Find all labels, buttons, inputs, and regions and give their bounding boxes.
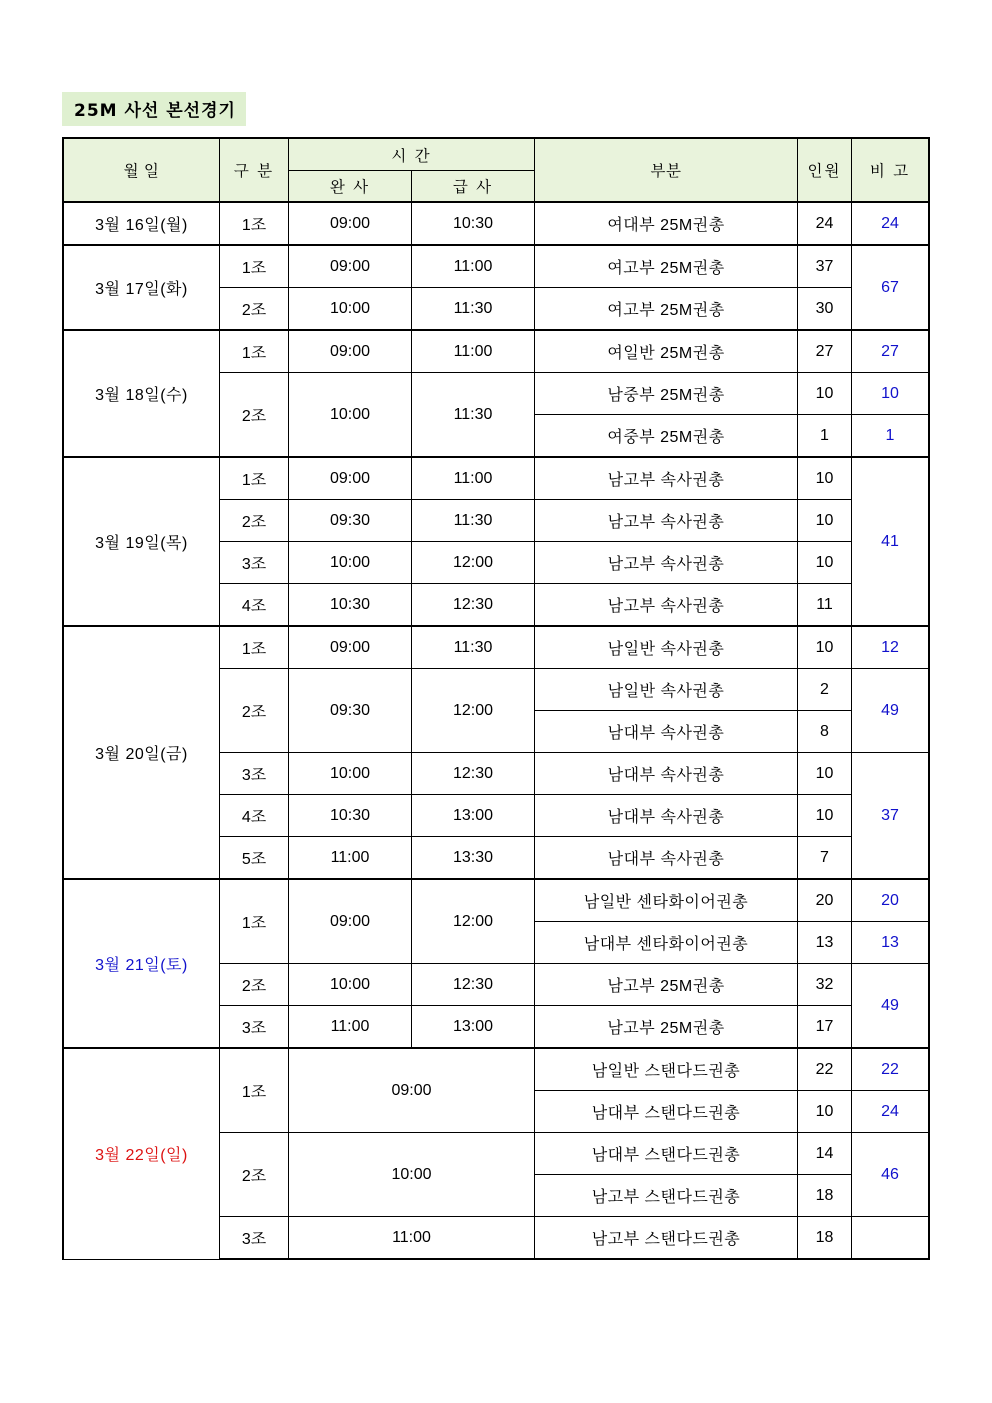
cell-time-slow: 11:00 — [289, 837, 412, 880]
table-row — [63, 626, 929, 669]
cell-part: 남고부 25M권총 — [535, 964, 798, 1006]
cell-note: 13 — [852, 922, 930, 964]
cell-note: 49 — [852, 964, 930, 1049]
cell-note: 67 — [852, 245, 930, 330]
column-header-date: 월 일 — [63, 138, 220, 202]
cell-count: 2 — [798, 669, 852, 711]
cell-part: 남대부 속사권총 — [535, 711, 798, 753]
table-row — [63, 457, 929, 500]
cell-date: 3월 21일(토) — [63, 879, 220, 1048]
cell-time-slow: 10:00 — [289, 373, 412, 458]
cell-time-rapid: 10:30 — [412, 202, 535, 245]
cell-count: 18 — [798, 1217, 852, 1260]
cell-part: 여일반 25M권총 — [535, 330, 798, 373]
cell-count: 10 — [798, 542, 852, 584]
cell-date: 3월 19일(목) — [63, 457, 220, 626]
cell-part: 남대부 속사권총 — [535, 753, 798, 795]
cell-note — [852, 1217, 930, 1260]
cell-time: 09:00 — [289, 1048, 535, 1133]
cell-part: 남고부 속사권총 — [535, 542, 798, 584]
cell-note: 24 — [852, 202, 930, 245]
cell-part: 남대부 스탠다드권총 — [535, 1133, 798, 1175]
cell-count: 10 — [798, 626, 852, 669]
table-row — [63, 245, 929, 288]
cell-group: 2조 — [220, 373, 289, 458]
cell-time-rapid: 12:00 — [412, 669, 535, 753]
cell-time-rapid: 13:00 — [412, 795, 535, 837]
cell-time-rapid: 12:00 — [412, 542, 535, 584]
cell-time-rapid: 11:30 — [412, 288, 535, 331]
cell-count: 32 — [798, 964, 852, 1006]
cell-count: 14 — [798, 1133, 852, 1175]
cell-time-rapid: 13:30 — [412, 837, 535, 880]
cell-time-slow: 09:30 — [289, 669, 412, 753]
cell-group: 2조 — [220, 500, 289, 542]
column-header-count: 인원 — [798, 138, 852, 202]
cell-count: 1 — [798, 415, 852, 458]
table-body — [63, 202, 929, 1259]
cell-part: 남고부 25M권총 — [535, 1006, 798, 1049]
cell-note: 37 — [852, 753, 930, 880]
cell-part: 남대부 스탠다드권총 — [535, 1091, 798, 1133]
cell-time-slow: 09:00 — [289, 202, 412, 245]
cell-note: 12 — [852, 626, 930, 669]
cell-count: 8 — [798, 711, 852, 753]
cell-part: 여고부 25M권총 — [535, 288, 798, 331]
cell-time-slow: 10:30 — [289, 584, 412, 627]
cell-part: 남대부 센타화이어권총 — [535, 922, 798, 964]
cell-part: 남고부 속사권총 — [535, 500, 798, 542]
cell-group: 1조 — [220, 330, 289, 373]
cell-count: 7 — [798, 837, 852, 880]
cell-part: 남고부 스탠다드권총 — [535, 1217, 798, 1260]
column-header-part: 부분 — [535, 138, 798, 202]
cell-group: 1조 — [220, 1048, 289, 1133]
table-row — [63, 202, 929, 245]
cell-time-slow: 10:30 — [289, 795, 412, 837]
cell-note: 22 — [852, 1048, 930, 1091]
cell-part: 남일반 스탠다드권총 — [535, 1048, 798, 1091]
cell-date: 3월 17일(화) — [63, 245, 220, 330]
cell-time-rapid: 12:30 — [412, 584, 535, 627]
cell-group: 3조 — [220, 1006, 289, 1049]
cell-count: 13 — [798, 922, 852, 964]
cell-time-slow: 09:00 — [289, 879, 412, 964]
column-header-group: 구 분 — [220, 138, 289, 202]
cell-time-slow: 09:00 — [289, 330, 412, 373]
cell-count: 10 — [798, 753, 852, 795]
cell-group: 2조 — [220, 1133, 289, 1217]
cell-time: 10:00 — [289, 1133, 535, 1217]
cell-note: 27 — [852, 330, 930, 373]
table-header-row-1 — [63, 138, 929, 171]
cell-time-rapid: 12:30 — [412, 964, 535, 1006]
cell-count: 11 — [798, 584, 852, 627]
cell-count: 27 — [798, 330, 852, 373]
cell-part: 남중부 25M권총 — [535, 373, 798, 415]
cell-time-rapid: 12:30 — [412, 753, 535, 795]
cell-count: 37 — [798, 245, 852, 288]
cell-group: 4조 — [220, 795, 289, 837]
cell-group: 2조 — [220, 669, 289, 753]
cell-part: 남일반 센타화이어권총 — [535, 879, 798, 922]
cell-date: 3월 22일(일) — [63, 1048, 220, 1259]
cell-group: 1조 — [220, 457, 289, 500]
cell-part: 남고부 속사권총 — [535, 584, 798, 627]
column-header-time: 시 간 — [289, 138, 535, 171]
cell-group: 1조 — [220, 245, 289, 288]
cell-note: 1 — [852, 415, 930, 458]
cell-group: 5조 — [220, 837, 289, 880]
cell-part: 남대부 속사권총 — [535, 837, 798, 880]
cell-note: 24 — [852, 1091, 930, 1133]
cell-group: 2조 — [220, 288, 289, 331]
cell-time-slow: 09:30 — [289, 500, 412, 542]
table-row — [63, 879, 929, 922]
table-row — [63, 1048, 929, 1091]
cell-note: 49 — [852, 669, 930, 753]
cell-count: 24 — [798, 202, 852, 245]
table-header — [63, 138, 929, 202]
cell-time-slow: 09:00 — [289, 626, 412, 669]
cell-group: 3조 — [220, 753, 289, 795]
cell-count: 20 — [798, 879, 852, 922]
cell-note: 46 — [852, 1133, 930, 1217]
cell-note: 10 — [852, 373, 930, 415]
cell-time-rapid: 11:30 — [412, 500, 535, 542]
cell-time-rapid: 11:00 — [412, 330, 535, 373]
cell-count: 10 — [798, 373, 852, 415]
cell-group: 3조 — [220, 1217, 289, 1260]
cell-time-rapid: 13:00 — [412, 1006, 535, 1049]
cell-count: 30 — [798, 288, 852, 331]
cell-group: 1조 — [220, 626, 289, 669]
cell-count: 10 — [798, 500, 852, 542]
cell-time-slow: 10:00 — [289, 753, 412, 795]
cell-group: 2조 — [220, 964, 289, 1006]
cell-part: 남대부 속사권총 — [535, 795, 798, 837]
cell-time-slow: 09:00 — [289, 457, 412, 500]
cell-time: 11:00 — [289, 1217, 535, 1260]
cell-part: 남일반 속사권총 — [535, 669, 798, 711]
cell-time-slow: 10:00 — [289, 542, 412, 584]
cell-part: 여중부 25M권총 — [535, 415, 798, 458]
cell-time-slow: 11:00 — [289, 1006, 412, 1049]
cell-time-rapid: 11:30 — [412, 373, 535, 458]
cell-time-slow: 10:00 — [289, 964, 412, 1006]
cell-date: 3월 18일(수) — [63, 330, 220, 457]
column-header-time-slow: 완 사 — [289, 171, 412, 203]
cell-date: 3월 20일(금) — [63, 626, 220, 879]
cell-time-slow: 10:00 — [289, 288, 412, 331]
cell-part: 남일반 속사권총 — [535, 626, 798, 669]
cell-count: 22 — [798, 1048, 852, 1091]
cell-count: 10 — [798, 457, 852, 500]
competition-schedule-table — [62, 137, 930, 1260]
cell-count: 10 — [798, 1091, 852, 1133]
cell-group: 1조 — [220, 202, 289, 245]
cell-time-rapid: 11:30 — [412, 626, 535, 669]
cell-group: 3조 — [220, 542, 289, 584]
cell-part: 남고부 스탠다드권총 — [535, 1175, 798, 1217]
cell-time-rapid: 11:00 — [412, 245, 535, 288]
cell-count: 18 — [798, 1175, 852, 1217]
page-title: 25M 사선 본선경기 — [62, 92, 246, 126]
column-header-time-rapid: 급 사 — [412, 171, 535, 203]
cell-time-rapid: 12:00 — [412, 879, 535, 964]
cell-date: 3월 16일(월) — [63, 202, 220, 245]
column-header-note: 비 고 — [852, 138, 930, 202]
cell-note: 20 — [852, 879, 930, 922]
cell-part: 남고부 속사권총 — [535, 457, 798, 500]
cell-note: 41 — [852, 457, 930, 626]
cell-time-rapid: 11:00 — [412, 457, 535, 500]
cell-count: 10 — [798, 795, 852, 837]
cell-part: 여고부 25M권총 — [535, 245, 798, 288]
table-row — [63, 330, 929, 373]
cell-part: 여대부 25M권총 — [535, 202, 798, 245]
cell-count: 17 — [798, 1006, 852, 1049]
cell-group: 4조 — [220, 584, 289, 627]
cell-time-slow: 09:00 — [289, 245, 412, 288]
cell-group: 1조 — [220, 879, 289, 964]
